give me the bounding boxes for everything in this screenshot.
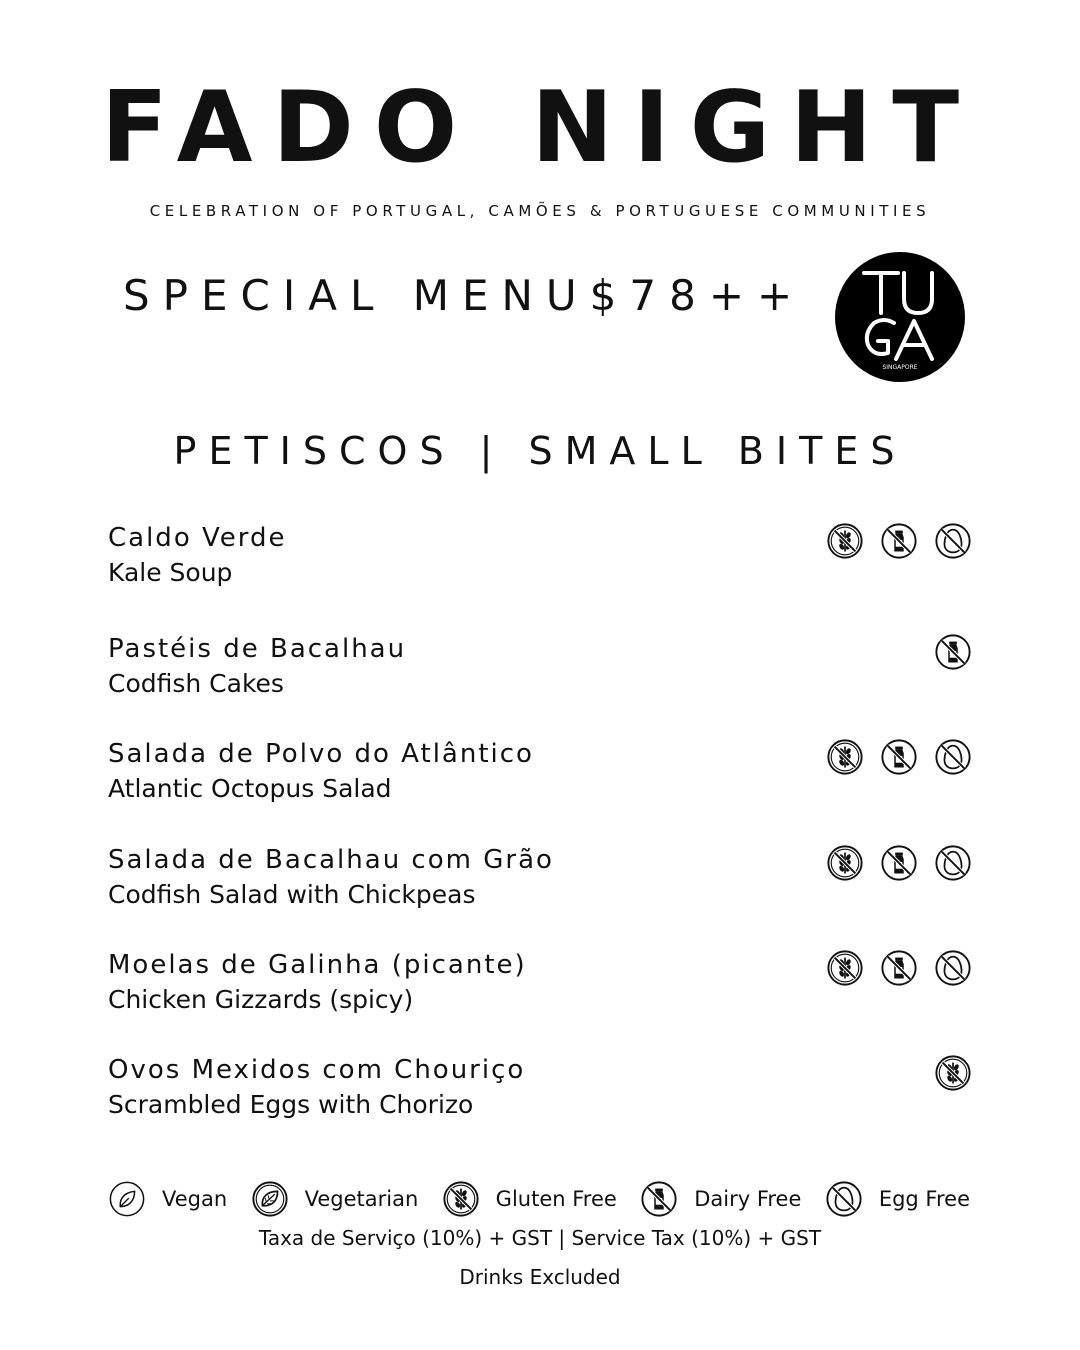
dairy-free-icon [880,844,918,882]
menu-item [108,737,978,817]
menu-item-name-pt: Moelas de Galinha (picante) [108,950,527,980]
menu-item [108,843,978,923]
legend-label: Egg Free [878,1187,970,1211]
egg-free-icon [934,949,972,987]
section-title: PETISCOS | SMALL BITES [173,429,907,473]
diet-legend [108,1179,970,1219]
dairy-free-icon [640,1180,678,1218]
menu-item-name-pt: Salada de Bacalhau com Grão [108,845,554,875]
legend-entry [251,1180,419,1218]
egg-free-icon [934,844,972,882]
dairy-free-icon [880,949,918,987]
menu-item [108,948,978,1028]
menu-item-diet-icons [826,948,972,988]
menu-item-name-pt: Ovos Mexidos com Chouriço [108,1055,526,1085]
menu-item-name-pt: Caldo Verde [108,523,287,553]
egg-free-icon [825,1180,863,1218]
menu-item [108,521,978,601]
page-title: FADO NIGHT [100,71,980,185]
page-subtitle: CELEBRATION OF PORTUGAL, CAMÕES & PORTUGUESE COMMUNITIES [149,202,931,220]
legend-entry [825,1180,970,1218]
menu-item-diet-icons [826,737,972,777]
gluten-free-icon [934,1054,972,1092]
legend-entry [640,1180,801,1218]
menu-item [108,632,978,712]
egg-free-icon [934,738,972,776]
dairy-free-icon [880,522,918,560]
legend-label: Vegan [162,1187,228,1211]
legend-entry [442,1180,617,1218]
vegetarian-icon [251,1180,289,1218]
menu-item-name-en: Atlantic Octopus Salad [108,774,392,803]
menu-item [108,1053,978,1133]
menu-item-name-en: Codfish Salad with Chickpeas [108,880,476,909]
menu-item-name-en: Codfish Cakes [108,669,284,698]
service-tax-note: Taxa de Serviço (10%) + GST | Service Tax (10%) + GST [258,1226,822,1250]
logo-small-text: SINGAPORE [882,364,918,371]
legend-label: Dairy Free [694,1187,802,1211]
legend-label: Gluten Free [495,1187,617,1211]
legend-label: Vegetarian [304,1187,419,1211]
dairy-free-icon [934,633,972,671]
menu-item-diet-icons [934,1053,972,1093]
menu-item-name-pt: Salada de Polvo do Atlântico [108,739,534,769]
menu-item-name-en: Chicken Gizzards (spicy) [108,985,414,1014]
gluten-free-icon [826,522,864,560]
menu-item-diet-icons [826,521,972,561]
legend-entry [108,1180,227,1218]
egg-free-icon [934,522,972,560]
gluten-free-icon [826,949,864,987]
dairy-free-icon [880,738,918,776]
gluten-free-icon [442,1180,480,1218]
vegan-icon [108,1180,146,1218]
menu-item-name-en: Scrambled Eggs with Chorizo [108,1090,474,1119]
gluten-free-icon [826,738,864,776]
menu-item-name-en: Kale Soup [108,558,233,587]
menu-item-diet-icons [934,632,972,672]
menu-item-diet-icons [826,843,972,883]
gluten-free-icon [826,844,864,882]
menu-item-name-pt: Pastéis de Bacalhau [108,634,407,664]
tuga-logo [834,251,966,383]
drinks-note: Drinks Excluded [459,1265,621,1289]
special-menu-price: SPECIAL MENU$78++ [123,271,806,320]
